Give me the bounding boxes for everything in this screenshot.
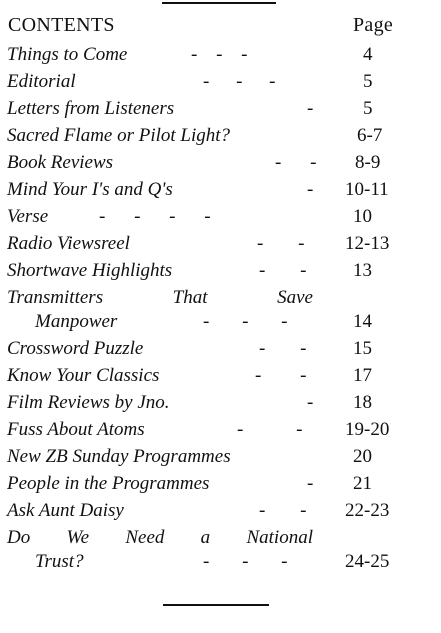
entry-leaders: - -	[259, 260, 307, 281]
entry-title: Things to Come	[7, 44, 128, 65]
entry-title: New ZB Sunday Programmes	[7, 446, 231, 467]
entry-page: 5	[363, 71, 373, 92]
list-item	[7, 260, 431, 287]
entry-page: 19-20	[345, 419, 390, 440]
top-rule	[162, 2, 276, 4]
entry-title: Crossword Puzzle	[7, 338, 144, 359]
list-item	[7, 392, 431, 419]
entry-page: 10-11	[345, 179, 389, 200]
list-item	[7, 233, 431, 260]
entry-page: 15	[353, 338, 372, 359]
entry-leaders: - -	[275, 152, 317, 173]
entry-title: Ask Aunt Daisy	[7, 500, 124, 521]
list-item	[7, 152, 431, 179]
entry-leaders: -	[307, 98, 314, 119]
entry-leaders: - - -	[203, 551, 288, 572]
entry-page: 10	[353, 206, 372, 227]
entry-leaders: - - - -	[99, 206, 211, 227]
entry-leaders: - -	[259, 500, 307, 521]
list-item	[7, 527, 431, 578]
list-item	[7, 446, 431, 473]
contents-header	[7, 14, 429, 40]
list-item	[7, 500, 431, 527]
entry-title: Sacred Flame or Pilot Light?	[7, 125, 231, 146]
entry-title: Transmitters That Save	[7, 287, 313, 308]
entry-page: 24-25	[345, 551, 390, 572]
entry-leaders: - -	[257, 233, 305, 254]
entry-leaders: - -	[237, 419, 303, 440]
list-item	[7, 44, 431, 71]
entry-leaders: - -	[255, 365, 307, 386]
entry-page: 13	[353, 260, 372, 281]
entry-page: 5	[363, 98, 373, 119]
entry-title-continued: Trust?	[35, 551, 84, 572]
entry-title: Fuss About Atoms	[7, 419, 145, 440]
list-item	[7, 287, 431, 338]
entry-leaders: -	[307, 473, 314, 494]
list-item	[7, 179, 431, 206]
bottom-rule	[163, 604, 269, 606]
entry-title: Shortwave Highlights	[7, 260, 173, 281]
list-item	[7, 419, 431, 446]
page-column-heading: Page	[353, 14, 394, 36]
list-item	[7, 365, 431, 392]
entry-page: 21	[353, 473, 372, 494]
entry-title: Editorial	[7, 71, 76, 92]
list-item	[7, 206, 431, 233]
entry-leaders: - - -	[191, 44, 248, 65]
entry-page: 4	[363, 44, 373, 65]
entry-leaders: -	[307, 392, 314, 413]
entry-title: Verse	[7, 206, 49, 227]
entry-title: Film Reviews by Jno.	[7, 392, 170, 413]
entry-page: 18	[353, 392, 372, 413]
entry-title: Letters from Listeners	[7, 98, 175, 119]
entry-page: 6-7	[357, 125, 383, 146]
list-item	[7, 98, 431, 125]
entry-title: People in the Programmes	[7, 473, 210, 494]
entry-page: 22-23	[345, 500, 390, 521]
list-item	[7, 125, 431, 152]
entry-page: 12-13	[345, 233, 390, 254]
entry-title-continued: Manpower	[35, 311, 118, 332]
entry-leaders: - - -	[203, 71, 276, 92]
entry-leaders: - -	[259, 338, 307, 359]
list-item	[7, 473, 431, 500]
contents-list	[7, 44, 431, 578]
list-item	[7, 338, 431, 365]
entry-title: Do We Need a National	[7, 527, 313, 548]
entry-page: 14	[353, 311, 372, 332]
entry-title: Know Your Classics	[7, 365, 160, 386]
entry-page: 20	[353, 446, 372, 467]
entry-title: Book Reviews	[7, 152, 114, 173]
entry-page: 17	[353, 365, 372, 386]
entry-page: 8-9	[355, 152, 381, 173]
contents-heading: CONTENTS	[8, 14, 115, 36]
entry-title: Mind Your I's and Q's	[7, 179, 173, 200]
entry-leaders: -	[307, 179, 314, 200]
entry-title: Radio Viewsreel	[7, 233, 130, 254]
entry-leaders: - - -	[203, 311, 288, 332]
list-item	[7, 71, 431, 98]
